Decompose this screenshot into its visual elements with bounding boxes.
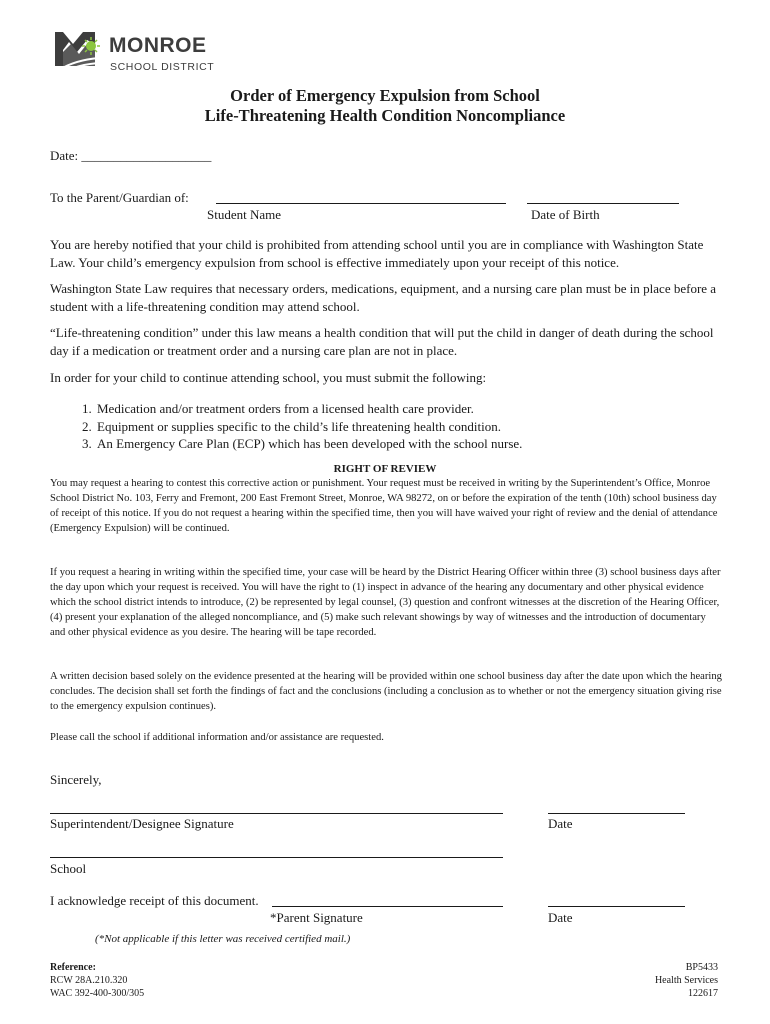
document-title-line2: Life-Threatening Health Condition Noncompliance xyxy=(204,106,566,125)
policy-department: Health Services xyxy=(654,975,718,986)
district-logo xyxy=(55,30,255,80)
mountain-logo-icon xyxy=(55,30,103,76)
notice-paragraph: You are hereby notified that your child is prohibited from attending school until you are in compliance with Washington State Law. Your child’s emergency expulsion from school is effective immediately upon your receipt of this notice. xyxy=(50,237,704,270)
right-of-review-heading: RIGHT OF REVIEW xyxy=(333,463,437,475)
parent-signature-label: *Parent Signature xyxy=(270,910,363,925)
list-item: 2. Equipment or supplies specific to the child’s life threatening health condition. xyxy=(95,418,522,436)
parent-date-line[interactable] xyxy=(548,906,685,907)
requirements-intro: In order for your child to continue attending school, you must submit the following: xyxy=(50,370,487,385)
decision-paragraph: A written decision based solely on the evidence presented at the hearing will be provided within one school business day after the date upon which the hearing concludes. The decision shall set forth the findings of fact and the conclusions (including a conclusion as to whether or not the emergency situation giving rise to the emergency expulsion continues). xyxy=(50,671,722,712)
closing-text: Sincerely, xyxy=(50,772,102,787)
policy-number: BP5433 xyxy=(685,962,718,973)
acknowledge-text: I acknowledge receipt of this document. xyxy=(50,893,259,908)
reference-heading: Reference: xyxy=(50,962,96,973)
student-name-line[interactable] xyxy=(216,203,506,204)
date-of-birth-label: Date of Birth xyxy=(531,207,600,222)
logo-name: MONROE xyxy=(109,34,207,57)
parent-date-label: Date xyxy=(548,910,573,925)
definition-paragraph: “Life-threatening condition” under this law means a health condition that will put the child in danger of death during the school day if a medication or treatment order and a nursing care plan are not in place. xyxy=(50,325,714,358)
superintendent-signature-label: Superintendent/Designee Signature xyxy=(50,816,234,831)
list-item: 1. Medication and/or treatment orders from a licensed health care provider. xyxy=(95,400,522,418)
reference-wac: WAC 392-400-300/305 xyxy=(50,988,145,999)
law-paragraph: Washington State Law requires that necessary orders, medications, equipment, and a nursing care plan must be in place before a student with a life-threatening condition may attend school. xyxy=(50,281,717,314)
hearing-paragraph: If you request a hearing in writing within the specified time, your case will be heard by the District Hearing Officer within three (3) school business days after the day upon which your request is received. You will have the right to (1) inspect in advance of the hearing any documentary and other physical evidence which the school district intends to introduce, (2) be represented by legal counsel, (3) question and confront witnesses at the discretion of the Hearing Officer, (4) present your explanation of the alleged noncompliance, and (5) make such relevant showings by way of witnesses and the introduction of documentary and other physical evidence as you desire. The hearing will be tape recorded. xyxy=(50,567,721,638)
date-of-birth-line[interactable] xyxy=(527,203,679,204)
school-label: School xyxy=(50,861,87,876)
logo-subtitle: SCHOOL DISTRICT xyxy=(110,61,215,73)
date-field[interactable]: Date: ____________________ xyxy=(50,148,212,163)
policy-revision: 122617 xyxy=(688,988,718,999)
certified-mail-note: (*Not applicable if this letter was received certified mail.) xyxy=(95,933,351,945)
to-parent-label: To the Parent/Guardian of: xyxy=(50,190,189,205)
reference-rcw: RCW 28A.210.320 xyxy=(50,975,128,986)
superintendent-signature-line[interactable] xyxy=(50,813,503,814)
school-line[interactable] xyxy=(50,857,503,858)
list-item: 3. An Emergency Care Plan (ECP) which has been developed with the school nurse. xyxy=(95,435,522,453)
document-title-line1: Order of Emergency Expulsion from School xyxy=(230,86,540,105)
superintendent-date-line[interactable] xyxy=(548,813,685,814)
requirements-list xyxy=(50,400,522,453)
review-paragraph: You may request a hearing to contest this corrective action or punishment. Your request must be received in writing by the Superintendent’s Office, Monroe School District No. 103, Ferry and Fremont, 200 East Fremont Street, Monroe, WA 98272, on or before the expiration of the tenth (10th) school business day of receipt of this notice. If you do not request a hearing within the specified time, then you will have waived your right of review and the denial of attendance (Emergency Expulsion) will be continued. xyxy=(50,478,718,534)
contact-paragraph: Please call the school if additional information and/or assistance are requested. xyxy=(50,732,384,743)
superintendent-date-label: Date xyxy=(548,816,573,831)
student-name-label: Student Name xyxy=(207,207,282,222)
parent-signature-line[interactable] xyxy=(272,906,503,907)
